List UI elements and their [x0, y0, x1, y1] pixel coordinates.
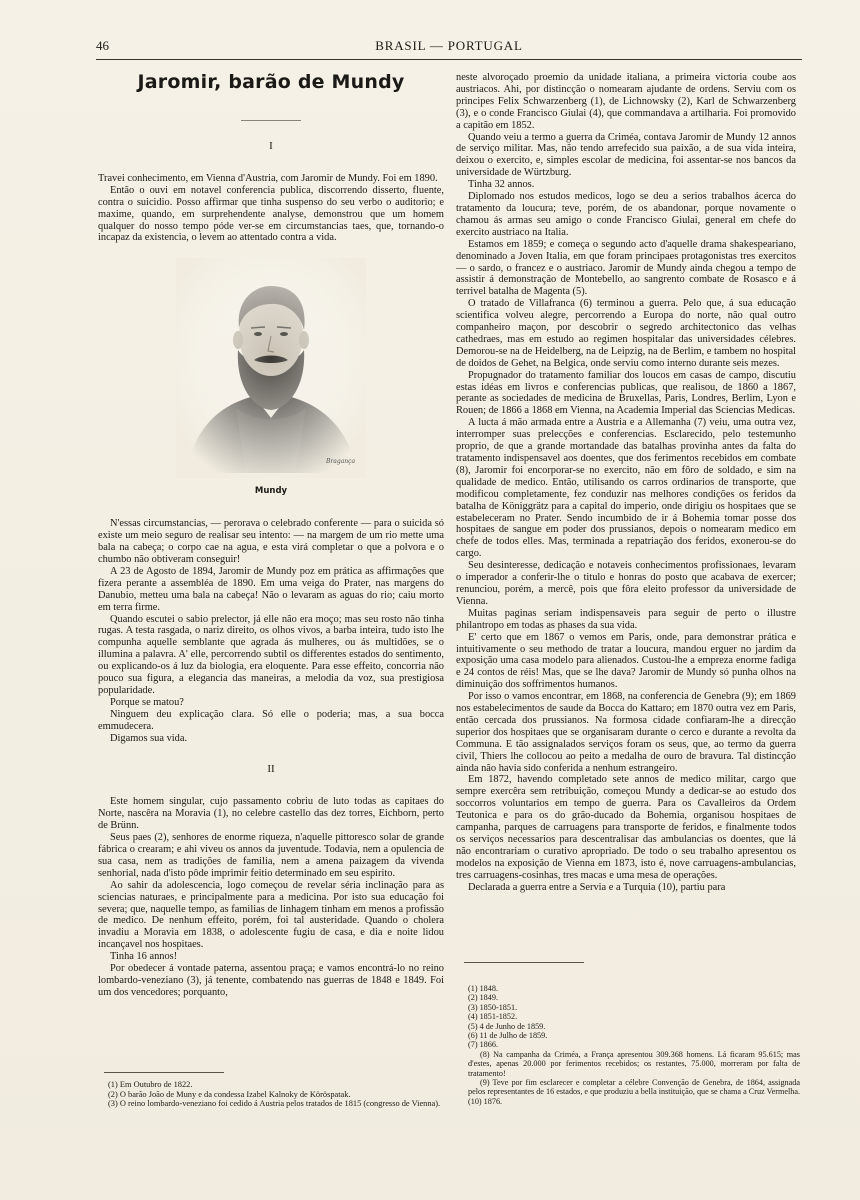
footnotes-right: [468, 984, 800, 1106]
paragraph: Estamos em 1859; e começa o segundo acto d'aquelle drama shakespeariano, denominado a Joven Italia, em que foram principaes protagonistas tres exercitos — o sardo, o francez e o austriaco. Jaromir de Mundy ainda chegou a tempo de assistir á demonstração de Montebello, ao sangrento combate de Rosasco e á terrivel batalha de Magenta (5).: [456, 238, 796, 298]
footnote: (2) 1849.: [468, 993, 499, 1003]
paragraph: E' certo que em 1867 o vemos em Paris, onde, para demonstrar prática e intuitivamente o seu methodo de tratar a loucura, mandou erguer no jardim da exposição uma casa modelo para alienados. Custou-lhe a empreza enorme fadiga e 24 contos de réis! Mas, que se lhe dava? Jaromir de Mundy só punha olhos na diminuição dos soffrimentos humanos.: [456, 631, 796, 691]
footnote: (1) Em Outubro de 1822.: [108, 1080, 193, 1089]
right-column: [456, 72, 796, 894]
portrait-image: [176, 258, 366, 478]
paragraph: Muitas paginas seriam indispensaveis para seguir de perto o illustre philantropo em todas as phases da sua vida.: [456, 607, 796, 631]
paragraph: Quando escutei o sabio prelector, já elle não era moço; mas seu rosto não tinha rugas. A testa rasgada, o nariz direito, os olhos vivos, a barba inteira, tudo isto lhe compunha aquelle semblante que agrada ás mulheres, ou ás multidões, se o illumina a palavra. A' elle, percorrendo subtil os differentes estados do sentimento, ou explicando-os á luz da biologia, era eloquente. Para esse effeito, concorria não pouco sua figura, a elegancia das maneiras, a melodia da voz, sua prestigiosa popularidade.: [98, 613, 444, 696]
paragraph: Por isso o vamos encontrar, em 1868, na conferencia de Genebra (9); em 1869 nos estabelecimentos de saude da Bocca do Kattaro; em 1870 outra vez em Paris, então cercada dos prussianos. Na formosa cidade confiaram-lhe a direcção superior dos hospitaes que se organisaram durante o cerco e durante a revolta da Communa. E tão assignalados serviços foram os seus, que, ao termo da guerra civil, Thiers lhe collocou ao peito a medalha de ouro de bravura. Tal distincção ainda não havia sido conferida a nenhum estrangeiro.: [456, 691, 796, 774]
left-column: [98, 66, 444, 999]
section-number-2: II: [267, 763, 275, 776]
section-number-1: I: [269, 140, 273, 152]
footnote-rule-left: [104, 1072, 224, 1073]
paragraph: Tinha 32 annos.: [468, 179, 535, 191]
paragraph: Digamos sua vida.: [110, 732, 188, 744]
paragraph: Seu desinteresse, dedicação e notaveis conhecimentos profissionaes, levaram o imperador a conferir-lhe o titulo e honras do posto que acabava de exercer; renunciou, porém, a mercê, pois que fôra eleito professor da universidade de Vienna.: [456, 560, 796, 607]
footnote: (2) O barão João de Muny e da condessa Izabel Kalnoky de Köröspatak.: [108, 1089, 351, 1099]
paragraph: Em 1872, havendo completado sete annos de medico militar, cargo que sempre exercêra sem retribuição, começou Mundy a dedicar-se ao estudo dos soccorros voluntarios em tempo de guerra. Para os Cavalleiros da Ordem Teutonica e para os do grão-ducado da Bohemia, organisou hospitaes de campanha, parques de carruagens para transporte de feridos, e finalmente todos os serviços necessarios para descentralisar das ambulancias os doentes, que lá não encontrariam o curativo apropriado. De todo o seu trabalho apresentou os modelos na exposição de Vienna em 1873, isto é, nove carruagens-ambulancias, tres carruagens-cosinhas, tres macas e uma mesa de operações.: [456, 774, 796, 881]
paragraph: Travei conhecimento, em Vienna d'Austria, com Jaromir de Mundy. Foi em 1890.: [98, 172, 438, 184]
footnote: (8) Na campanha da Criméa, a França apresentou 309.368 homens. Lá ficaram 95.615; mas d'estes, apenas 20.000 por ferimentos recebidos; os restantes, 75.000, morreram por falta de tratamento!: [468, 1049, 800, 1078]
page-header: [96, 38, 802, 56]
paragraph: Ninguem deu explicação clara. Só elle o poderia; mas, a sua bocca emmudecera.: [98, 708, 444, 732]
running-title: BRASIL — PORTUGAL: [375, 38, 523, 53]
footnote: (5) 4 de Junho de 1859.: [468, 1021, 546, 1031]
paragraph: Propugnador do tratamento familiar dos loucos em casas de campo, discutiu estas idéas em livros e conferencias publicas, que realisou, de 1860 a 1867, perante as sociedades de medicina de Bruxellas, Paris, Londres, Berlim, Lyon e Rouen; de 1866 a 1868 em Vienna, na Academia Imperial das Sciencias Medicas.: [456, 369, 796, 417]
footnote-rule-right: [464, 962, 584, 963]
paragraph: A 23 de Agosto de 1894, Jaromir de Mundy poz em prática as affirmações que fizera perante a assembléa de 1890. Em uma veiga do Prater, nas margens do Danubio, metteu uma bala na cabeça! Não o levaram as aguas do rio; caiu morto em terra firme.: [98, 565, 444, 613]
paragraph: Declarada a guerra entre a Servia e a Turquia (10), partiu para: [468, 881, 726, 893]
paragraph: Quando veiu a termo a guerra da Criméa, contava Jaromir de Mundy 12 annos de serviço militar. Mas, não tendo arrefecido sua paixão, a de sua vida inteira, deixou o exercito, e, simples escolar de medicina, foi assentar-se nos bancos da universidade de Würtzburg.: [456, 131, 796, 179]
paragraph: O tratado de Villafranca (6) terminou a guerra. Pelo que, á sua educação scientifica volveu alegre, percorrendo a Europa do norte, não qual outro companheiro maçon, por descobrir o segredo architectonico das velhas cathedraes, mas em estudo ao regimen hospitalar das universidades célebres. Demorou-se na de Heidelberg, na de Leipzig, na de Berlim, e tambem no hospital de doidos de Gehet, na Belgica, onde serviu como interno durante seis mezes.: [456, 298, 796, 369]
portrait-caption: Mundy: [254, 486, 288, 497]
footnote: (6) 11 de Julho de 1859.: [468, 1031, 548, 1041]
paragraph: N'essas circumstancias, — perorava o celebrado conferente — para o suicida só existe um meio seguro de realisar seu intento: — na margem de um rio mette uma bala na cabeça; o corpo cae na agua, e esta virá completar o que a polvora e o chumbo não obtiveram conseguir!: [98, 518, 444, 565]
paragraph: A lucta á mão armada entre a Austria e a Allemanha (7) veiu, uma outra vez, interromper suas prelecções e conferencias. Esclarecido, pelo testemunho proprio, de que a grande mortandade das batalhas provinha antes da falta do tratamento indispensavel aos doentes, que dos ferimentos recebidos em combate (8), Jaromir foi encorporar-se no exercito, não em fôro de soldado, e sim na qualidade de medico. Então, utilisando os carros ordinarios de transporte, que modificou completamente, fez conduzir nas melhores condições os feridos da batalha de Königgrätz para a capital do imperio, onde dirigiu os hospitaes que se estabeleceram no Prater. Sendo incumbido de ir á Bohemia tomar posse dos hospitaes de sangue em poder dos prussianos, depois o nomearam medico em chefe de todos elles. Mas, terminada a repatriação dos feridos, exonerou-se do cargo.: [456, 417, 796, 560]
footnote: (4) 1851-1852.: [468, 1012, 518, 1022]
footnote: (9) Teve por fim esclarecer e completar a célebre Convenção de Genebra, de 1864, assignada pelos representantes de 16 estados, e que produziu a bella instituição, que se chama a Cruz Vermelha.: [468, 1078, 801, 1097]
footnote: (3) 1850-1851.: [468, 1002, 518, 1012]
paragraph: Por obedecer á vontade paterna, assentou praça; e vamos encontrá-lo no reino lombardo-veneziano (3), já tenente, combatendo nas guerras de 1848 e 1849. Foi um dos vencedores; porquanto,: [98, 963, 444, 998]
article-title: Jaromir, barão de Mundy: [137, 71, 405, 93]
paragraph: Seus paes (2), senhores de enorme riqueza, n'aquelle pittoresco solar de grande fábrica o crearam; e ahi viveu os annos da juventude. Todavia, nem a opulencia de sua casa, nem as tradições de familia, nem a amena paizagem da vivenda senhorial, nada d'isto pôde imprimir feitio determinado em seu espirito.: [98, 832, 444, 879]
left-text-block-1: [98, 173, 444, 244]
page-number: 46: [96, 38, 109, 53]
header-rule: [96, 59, 802, 60]
paragraph: Tinha 16 annos!: [110, 951, 178, 963]
paragraph: neste alvoroçado proemio da unidade italiana, a primeira victoria coube aos austriacos. Ahi, por distincção o nomearam ajudante de ordens. Serviu com os principes Felix Schwarzenberg (1), de Lichnowsky (2), Karl de Schwarzenberg (3), e o conde Francisco Giulai (4), que commandava a artilharia. Foi promovido a capitão em 1852.: [456, 72, 796, 131]
portrait-signature: Bragança: [326, 458, 356, 466]
paragraph: Ao sahir da adolescencia, logo começou de revelar séria inclinação para as sciencias naturaes, e principalmente para a medicina. Por isto sua educação foi severa; que, naquelle tempo, as familias de linhagem tinham em menos a profissão de medico. De nenhum effeito, porém, foi tal austeridade. Quando o cholera invadiu a Moravia em 1838, o adolescente fugiu de casa, e dia e noite lidou incançavel nos hospitaes.: [98, 879, 444, 951]
paragraph: Porque se matou?: [110, 696, 184, 708]
left-text-block-3: [98, 796, 444, 998]
paragraph: Então o ouvi em notavel conferencia publica, discorrendo disserto, fluente, contra o suicidio. Posso affirmar que tinha suspenso do seu verbo o auditorio; e maxime, quando, em surprehendente analyse, demonstrou que um homem qualquer do nosso tempo póde ver-se em circumstancias taes, que, tornando-o incapaz da existencia, o levem ao attentado contra a vida.: [98, 184, 444, 244]
footnote: (3) O reino lombardo-veneziano foi cedido á Austria pelos tratados de 1815 (congresso de Vienna).: [108, 1099, 441, 1109]
left-text-block-2: [98, 518, 444, 744]
footnotes-left: [108, 1080, 444, 1109]
portrait-figure: [171, 258, 371, 498]
paragraph: Este homem singular, cujo passamento cobriu de luto todas as capitaes do Norte, nascêra na Moravia (1), no celebre castello das dez torres, Eichborn, perto de Brünn.: [98, 796, 444, 832]
footnote: (7) 1866.: [468, 1040, 499, 1050]
paragraph: Diplomado nos estudos medicos, logo se deu a serios trabalhos ácerca do tratamento da loucura; teve, porém, de os abandonar, porque novamente o chamou ás armas seu amigo o conde Francisco Giulai, general em chefe do exercito austriaco na Italia.: [456, 191, 796, 238]
footnote: (1) 1848.: [468, 984, 499, 993]
title-divider: [241, 120, 301, 121]
footnote: (10) 1876.: [468, 1096, 503, 1106]
